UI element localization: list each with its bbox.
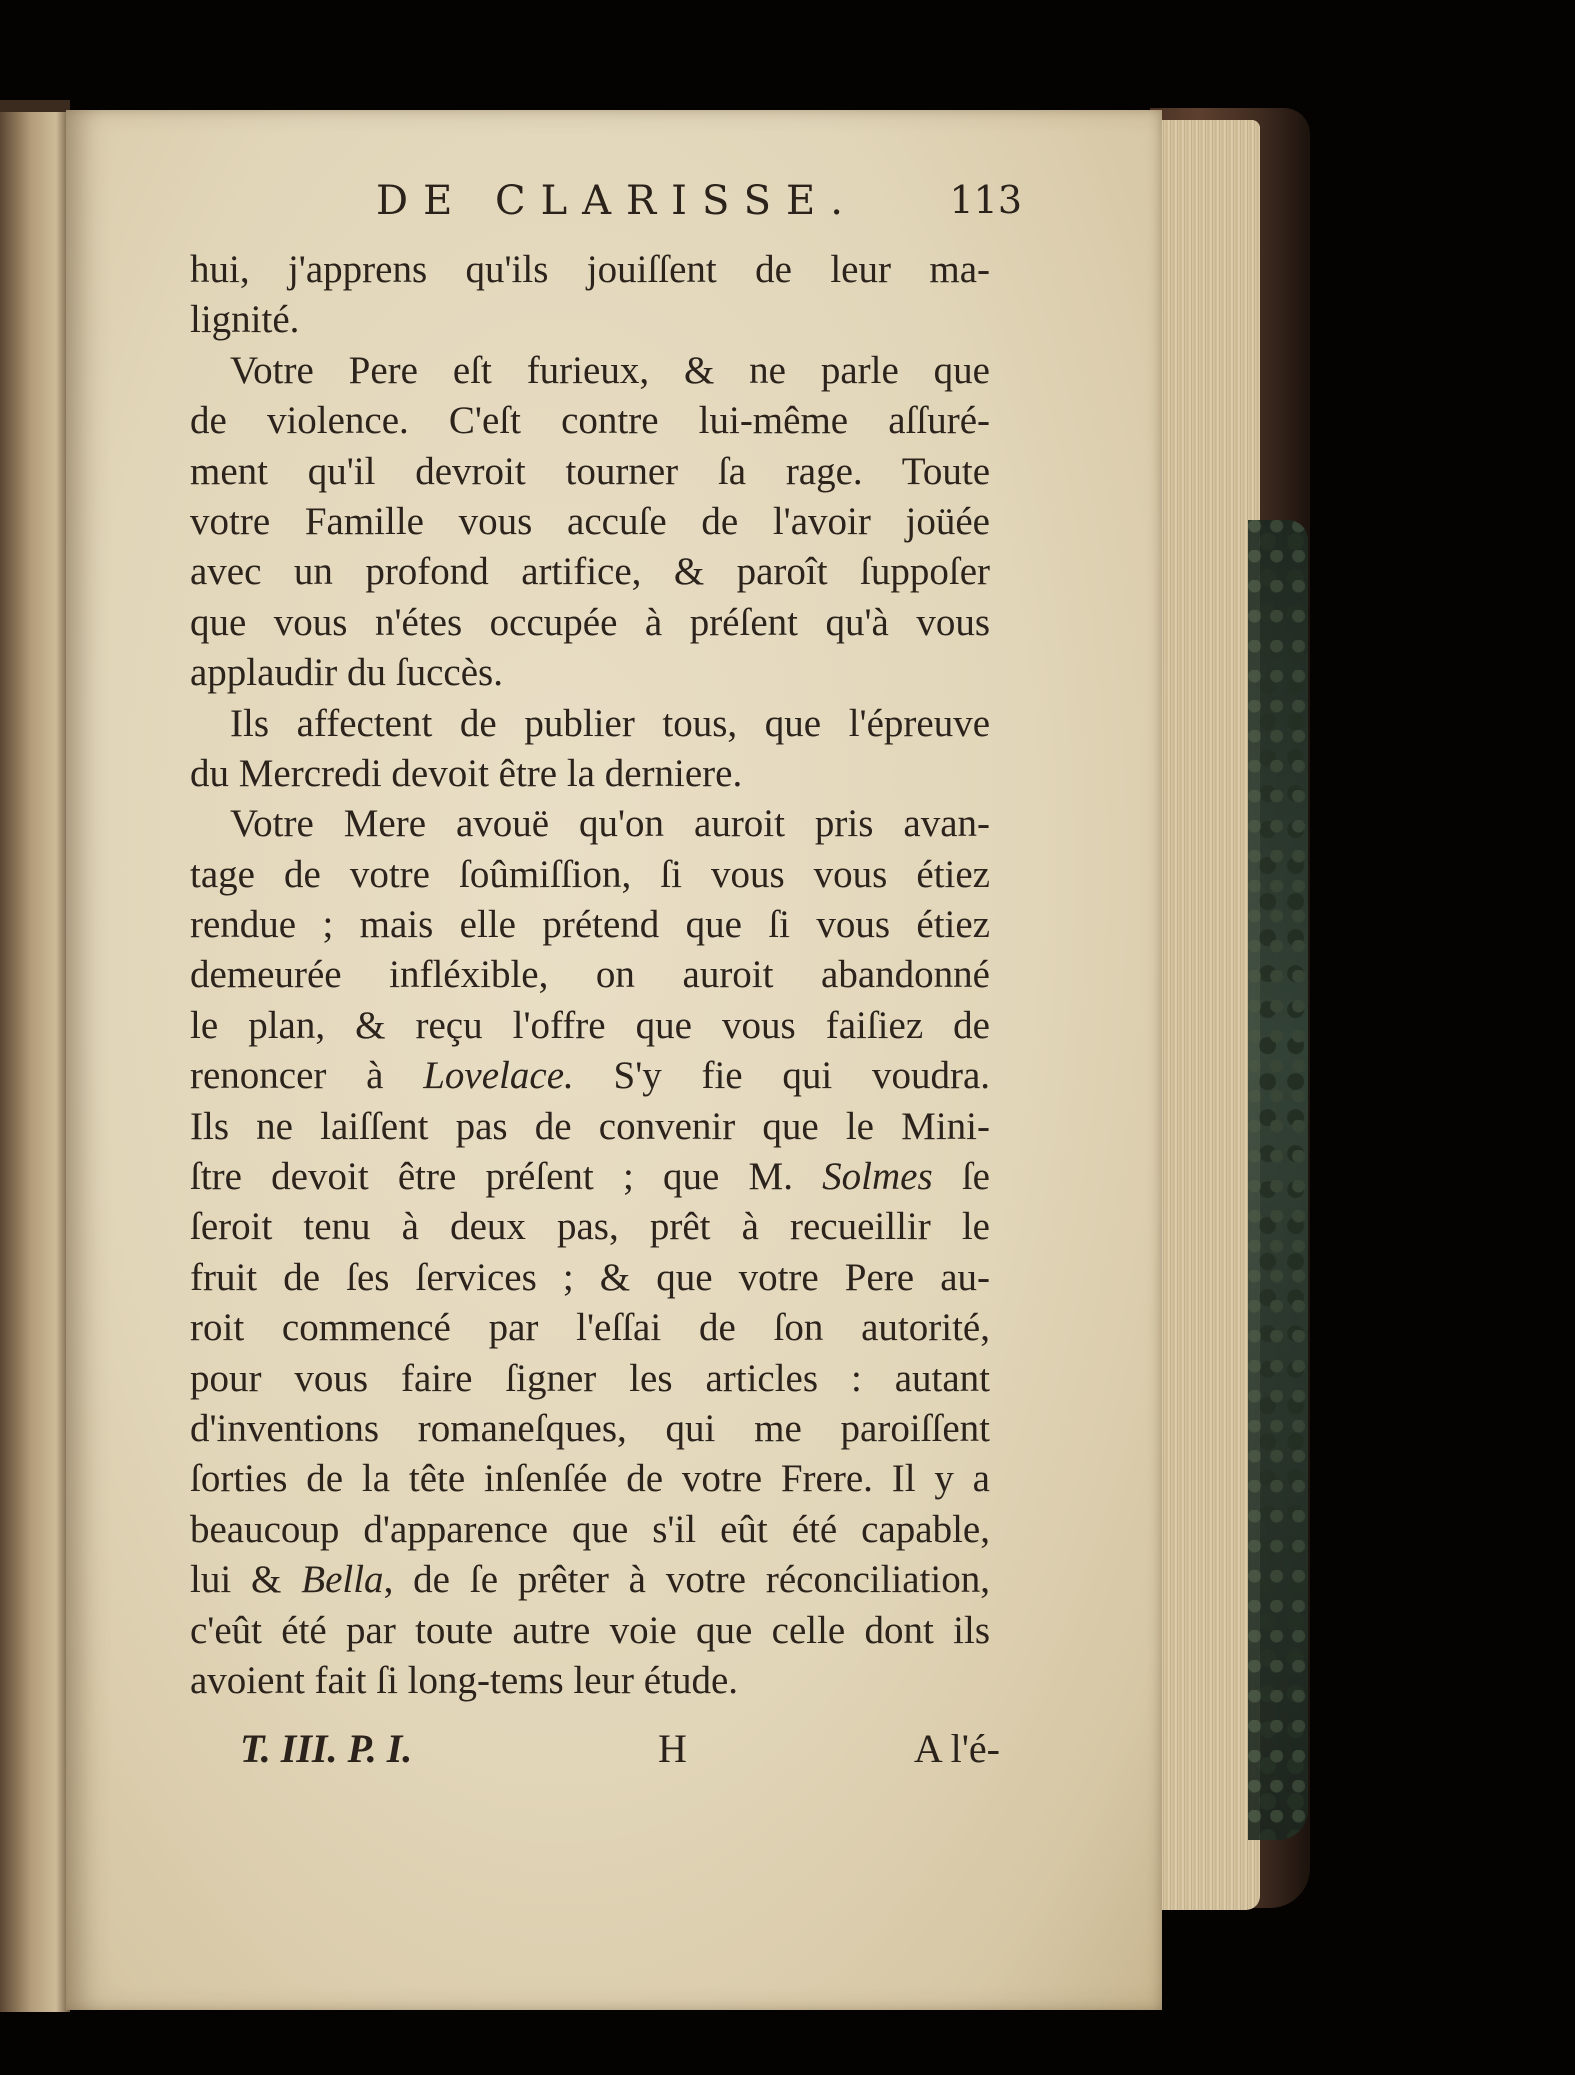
- page-number: 113: [949, 178, 1022, 222]
- text-segment: ſtre devoit être préſent ; que M.: [190, 1155, 823, 1199]
- catchword: A l'é-: [913, 1726, 1000, 1771]
- text-line: Votre Mere avouë qu'on auroit pris avan-: [230, 802, 990, 846]
- text-line: fruit de ſes ſervices ; & que votre Pere au-: [190, 1255, 990, 1299]
- marbled-board: [1248, 520, 1308, 1840]
- text-line: le plan, & reçu l'offre que vous faiſiez de: [190, 1003, 990, 1047]
- text-segment: , de ſe prêter à votre réconciliation,: [383, 1558, 990, 1602]
- signature-mark: T. III. P. I.: [240, 1726, 413, 1771]
- text-line: d'inventions romaneſques, qui me paroiſſent: [190, 1406, 990, 1450]
- text-line: ſorties de la tête inſenſée de votre Frere. Il y a: [190, 1457, 990, 1501]
- body-text: [190, 245, 990, 1706]
- text-line: [190, 1051, 990, 1101]
- text-segment: lui &: [190, 1558, 302, 1602]
- text-line: avoient fait ſi long-tems leur étude.: [190, 1658, 738, 1702]
- text-line: que vous n'étes occupée à préſent qu'à vous: [190, 600, 990, 644]
- text-line: rendue ; mais elle prétend que ſi vous étiez: [190, 903, 990, 947]
- text-line: votre Famille vous accuſe de l'avoir joüée: [190, 499, 990, 543]
- text-line: du Mercredi devoit être la derniere.: [190, 751, 743, 795]
- italic-name: Lovelace.: [423, 1054, 574, 1098]
- text-line: applaudir du ſuccès.: [190, 651, 503, 695]
- text-line: Ils affectent de publier tous, que l'épreuve: [230, 701, 990, 745]
- italic-name: Solmes: [822, 1155, 933, 1199]
- facing-page-sliver: [0, 112, 70, 2012]
- page-footer: [240, 1725, 1000, 1777]
- text-line: roit commencé par l'eſſai de ſon autorité,: [190, 1306, 990, 1350]
- text-line: [190, 1555, 990, 1605]
- text-line: beaucoup d'apparence que s'il eût été capable,: [190, 1507, 990, 1551]
- gathering-letter: H: [658, 1726, 687, 1771]
- text-line: [190, 1152, 990, 1202]
- text-line: Ils ne laiſſent pas de convenir que le Mini-: [190, 1104, 990, 1148]
- text-line: hui, j'apprens qu'ils jouiſſent de leur ma-: [190, 248, 990, 291]
- italic-name: Bella: [301, 1558, 384, 1602]
- text-segment: ſe: [932, 1155, 990, 1199]
- text-line: de violence. C'eſt contre lui-même aſſuré-: [190, 399, 990, 443]
- text-line: ment qu'il devroit tourner ſa rage. Toute: [190, 449, 990, 493]
- text-line: pour vous faire ſigner les articles : autant: [190, 1356, 990, 1400]
- text-line: Votre Pere eſt furieux, & ne parle que: [230, 348, 990, 392]
- text-line: lignité.: [190, 298, 300, 342]
- text-line: avec un profond artifice, & paroît ſuppoſer: [190, 550, 990, 594]
- text-segment: S'y fie qui voudra.: [573, 1054, 991, 1098]
- text-segment: renoncer à: [190, 1054, 424, 1098]
- text-line: tage de votre ſoûmiſſion, ſi vous vous étiez: [190, 852, 990, 896]
- page-edges: [1150, 120, 1260, 1910]
- text-line: c'eût été par toute autre voie que celle dont ils: [190, 1608, 990, 1652]
- text-line: ſeroit tenu à deux pas, prêt à recueillir le: [190, 1205, 990, 1249]
- text-line: demeurée infléxible, on auroit abandonné: [190, 953, 990, 997]
- running-head-title: DE CLARISSE.: [376, 178, 858, 224]
- running-head: [190, 178, 1022, 228]
